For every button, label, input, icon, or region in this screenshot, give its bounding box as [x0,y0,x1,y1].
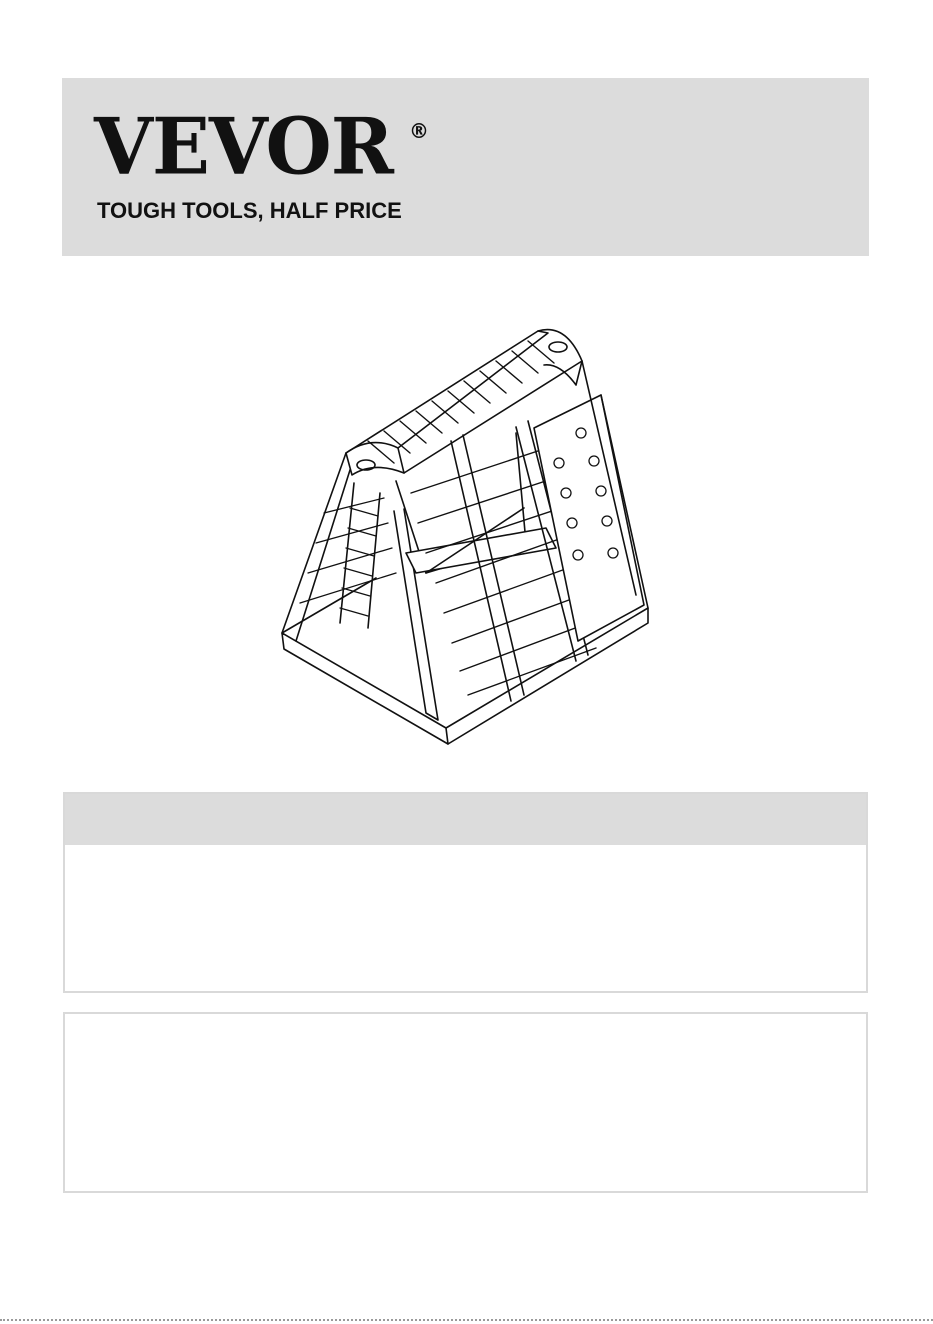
bottom-dotted-rule [0,1319,933,1321]
title-box-header-bar [65,794,866,845]
product-info-box [63,1012,868,1193]
product-title-box [63,792,868,993]
registered-mark: ® [409,119,429,143]
brand-logo: VEVOR [94,100,393,192]
brand-tagline: TOUGH TOOLS, HALF PRICE [97,198,402,223]
climbing-playset-icon [276,323,658,745]
